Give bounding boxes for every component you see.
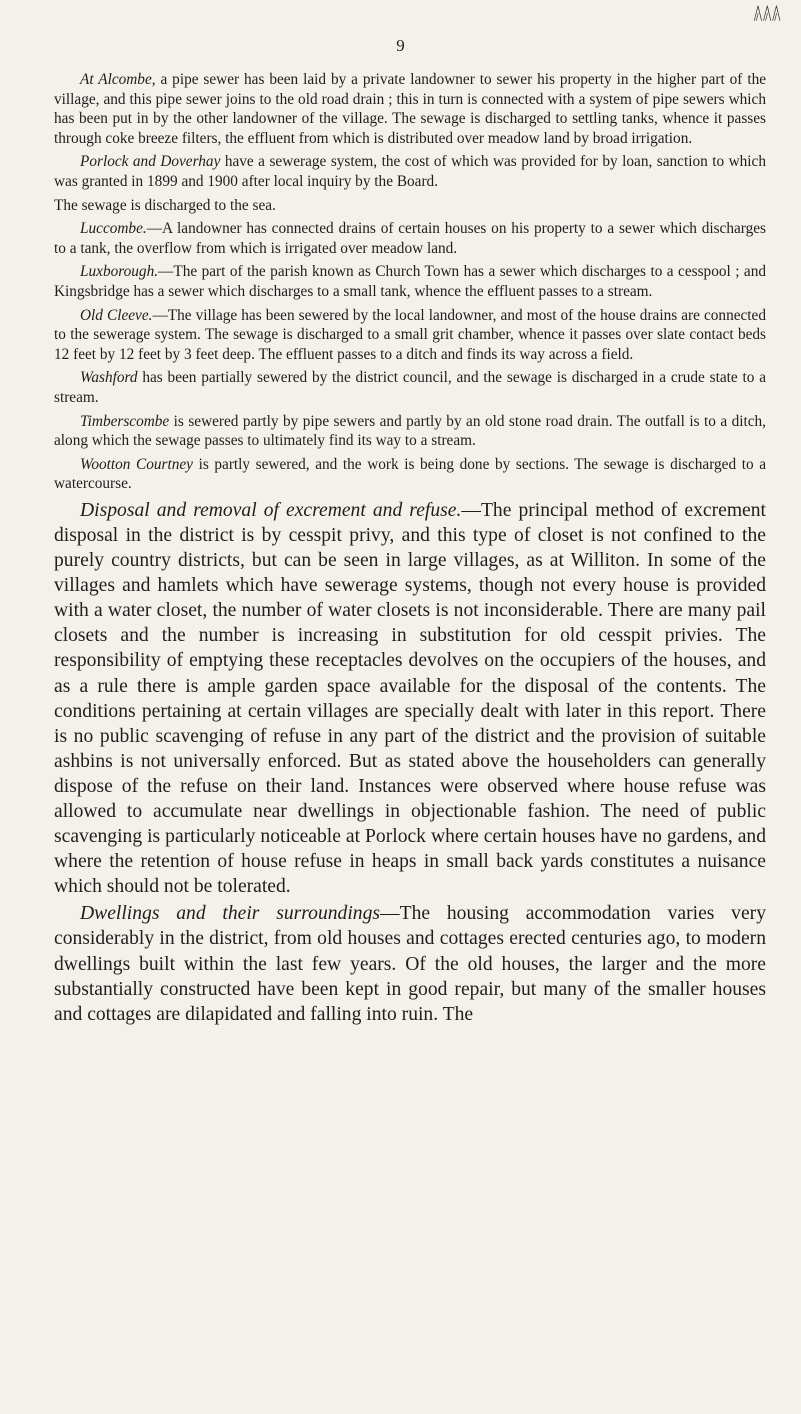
place-name: Luxborough. [80,263,159,281]
place-name: Porlock and Doverhay [80,153,221,171]
paragraph-text: The sewage is discharged to the sea. [54,196,276,214]
paragraph-washford [54,368,766,407]
place-name: Washford [80,369,138,387]
paragraph-luxborough [54,262,766,301]
sewerage-section [54,70,766,494]
place-name: At Alcombe, [80,71,156,88]
report-body [54,70,766,1029]
section-heading: Disposal and removal of excrement and refuse. [80,499,462,521]
section-heading: Dwellings and their surroundings [80,903,381,925]
paragraph-text: —A landowner has connected drains of certain houses on his property to a sewer which discharges to a tank, the overflow from which is irrigated over meadow land. [54,220,766,257]
paragraph-disposal-of-excrement [54,498,766,900]
paragraph-luccombe [54,219,766,258]
paragraph-porlock-sea [54,196,766,216]
paragraph-text: is sewered partly by pipe sewers and partly by an old stone road drain. The outfall is to a ditch, along which the sewage passes to ultimately find its way to a stream. [54,412,766,450]
paragraph-text: is partly sewered, and the work is being done by sections. The sewage is discharged to a watercourse. [54,455,766,493]
page-number: 9 [396,36,405,55]
paragraph-text: —The principal method of excrement disposal in the district is by cesspit privy, and this type of closet is not confined to the purely country districts, but can be seen in large villages, as at Williton. In some of the villages and hamlets which have sewerage systems, though not every house is provided with a water closet, the number of water closets is not inconsiderable. There are many pail closets and the number is increasing in substitution for old cesspit privies. The responsibility of emptying these receptacles devolves on the occupiers of the houses, and as a rule there is ample garden space available for the disposal of the contents. The conditions pertaining at certain villages are specially dealt with later in this report. There is no public scavenging of refuse in any part of the district and the provision of suitable ashbins is not universally enforced. But as stated above the householders can generally dispose of the refuse on their land. Instances were observed where house refuse was allowed to accumulate near dwellings in objectionable fashion. The need of public scavenging is particularly noticeable at Porlock where certain houses have no gardens, and where the retention of house refuse in heaps in small back yards constitutes a nuisance which should not be tolerated. [54,499,766,898]
paragraph-wootton-courtney [54,455,766,494]
handwritten-corner-mark: ᚣᚣᚣ [753,4,781,24]
paragraph-dwellings [54,901,766,1026]
paragraph-text: —The part of the parish known as Church Town has a sewer which discharges to a cesspool ; and Kingsbridge has a sewer which discharges to a small tank, whence the effluent passes to a stream. [54,263,766,300]
paragraph-text: a pipe sewer has been laid by a private landowner to sewer his property in the higher part of the village, and this pipe sewer joins to the old road drain ; this in turn is connected with a system of pipe sewers which has been put in by the other landowner of the village. The sewage is discharged to settling tanks, whence it passes through coke breeze filters, the effluent from which is distributed over meadow land by broad irrigation. [54,71,767,147]
paragraph-text: —The housing accommodation varies very considerably in the district, from old houses and cottages erected centuries ago, to modern dwellings built within the last few years. Of the old houses, the larger and the more substantially constructed have been kept in good repair, but many of the smaller houses and cottages are dilapidated and falling into ruin. The [54,903,766,1025]
place-name: Old Cleeve. [80,306,153,324]
place-name: Wootton Courtney [80,455,193,473]
place-name: Luccombe. [80,220,147,238]
paragraph-timberscombe [54,412,766,451]
paragraph-alcombe [54,70,766,148]
paragraph-porlock [54,152,766,191]
paragraph-text: has been partially sewered by the district council, and the sewage is discharged in a crude state to a stream. [54,369,766,406]
main-section [54,498,766,1027]
place-name: Timberscombe [80,412,170,430]
paragraph-old-cleeve [54,306,766,365]
paragraph-text: —The village has been sewered by the local landowner, and most of the house drains are connected to the sewerage system. The sewage is discharged to a small grit chamber, whence it passes over slate contact beds 12 feet by 12 feet by 3 feet deep. The effluent passes to a ditch and finds its way across a field. [54,306,766,363]
paragraph-text: have a sewerage system, the cost of which was provided for by loan, sanction to which was granted in 1899 and 1900 after local inquiry by the Board. [54,153,766,190]
